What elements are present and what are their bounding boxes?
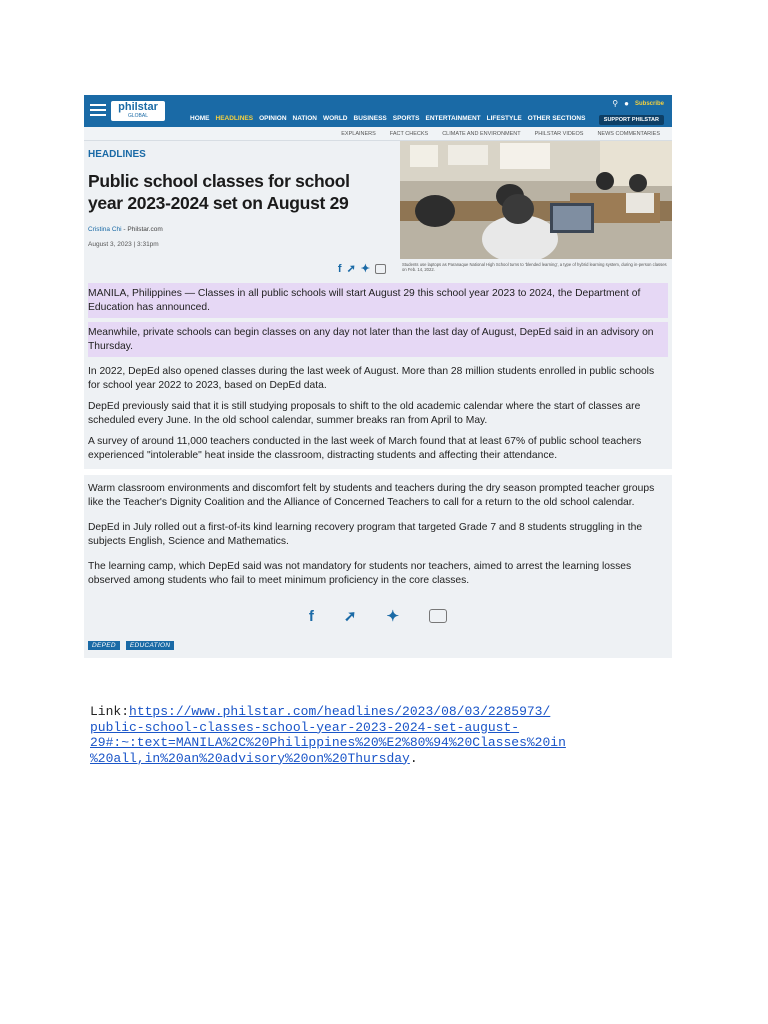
- search-icon[interactable]: ⚲: [612, 99, 619, 108]
- twitter-icon[interactable]: ✦: [360, 263, 370, 275]
- sub-nav: [84, 127, 672, 141]
- nav-link-lifestyle[interactable]: LIFESTYLE: [486, 115, 522, 122]
- article-screenshot: [84, 95, 672, 658]
- nav-link-sports[interactable]: SPORTS: [392, 115, 420, 122]
- subscribe-link[interactable]: Subscribe: [634, 100, 664, 107]
- tag-deped[interactable]: DEPED: [88, 641, 120, 650]
- paragraph-4: DepEd previously said that it is still studying proposals to shift to the old academic calendar where the start of classes are scheduled every June. In the old school calendar, summer breaks ran from April to May.: [88, 401, 641, 426]
- ad-divider: [84, 469, 672, 475]
- facebook-icon[interactable]: f: [308, 607, 314, 625]
- top-nav: [84, 95, 672, 127]
- paragraph-3: In 2022, DepEd also opened classes during the last week of August. More than 28 million students enrolled in public schools for school year 2022 to 2023, based on DepEd data.: [88, 366, 655, 391]
- nav-right: [599, 99, 664, 126]
- paragraph-7: DepEd in July rolled out a first-of-its kind learning recovery program that targeted Grade 7 and 8 students struggling in the subjects English, Science and Mathematics.: [88, 522, 643, 547]
- article-header: [84, 141, 672, 283]
- publish-date: August 3, 2023 | 3:31pm: [88, 241, 159, 248]
- subnav-videos[interactable]: PHILSTAR VIDEOS: [534, 130, 584, 137]
- paragraph-1: MANILA, Philippines — Classes in all public schools will start August 29 this school year 2023 to 2024, the Department of Education has announced.: [88, 283, 668, 318]
- nav-link-home[interactable]: HOME: [190, 115, 210, 122]
- tag-education[interactable]: EDUCATION: [126, 641, 175, 650]
- author-link[interactable]: Cristina Chi: [88, 226, 122, 233]
- support-philstar-button[interactable]: SUPPORT PHILSTAR: [599, 115, 664, 125]
- link-line-1: https://www.philstar.com/headlines/2023/08/03/2285973/: [129, 704, 551, 719]
- facebook-icon[interactable]: f: [337, 262, 342, 275]
- nav-link-world[interactable]: WORLD: [322, 115, 348, 122]
- section-label[interactable]: HEADLINES: [88, 149, 146, 160]
- photo-caption: Students use laptops as Paranaque National High School turns to 'blended learning', a type of hybrid learning system, during in-person classes on Feb. 14, 2022.: [402, 262, 667, 272]
- article-title: Public school classes for school year 2023-2024 set on August 29: [88, 171, 350, 213]
- link-label: Link:: [90, 704, 130, 719]
- nav-links: [190, 115, 585, 122]
- link-end: .: [409, 750, 418, 766]
- source-label: - Philstar.com: [121, 226, 163, 233]
- subnav-climate[interactable]: CLIMATE AND ENVIRONMENT: [442, 130, 521, 137]
- paragraph-6: Warm classroom environments and discomfort felt by students and teachers during the dry season prompted teacher groups like the Teacher's Dignity Coalition and the Alliance of Concerned Teachers to call for a return to the old school calendar.: [88, 483, 655, 508]
- nav-link-nation[interactable]: NATION: [292, 115, 317, 122]
- link-line-2: public-school-classes-school-year-2023-2024-set-august-: [90, 719, 520, 735]
- philstar-logo[interactable]: philstar GLOBAL: [111, 101, 165, 121]
- paragraph-2: Meanwhile, private schools can begin classes on any day not later than the last day of August, DepEd said in an advisory on Thursday.: [88, 322, 668, 357]
- menu-icon[interactable]: [90, 104, 106, 118]
- byline: [88, 226, 396, 233]
- tag-list: [88, 641, 668, 652]
- classroom-photo: [400, 141, 672, 259]
- article-body: [84, 283, 672, 658]
- source-link-block: [90, 704, 690, 766]
- share-bar-top: [338, 262, 386, 275]
- subnav-explainers[interactable]: EXPLAINERS: [341, 130, 376, 137]
- paragraph-8: The learning camp, which DepEd said was not mandatory for students nor teachers, aimed to arrest the learning losses observed among students who fail to meet minimum proficiency in the core classes.: [88, 561, 632, 586]
- subnav-fact-checks[interactable]: FACT CHECKS: [389, 130, 429, 137]
- twitter-icon[interactable]: ✦: [386, 608, 400, 625]
- paragraph-5: A survey of around 11,000 teachers conducted in the last week of March found that at least 67% of public school teachers experienced "intolerable" heat inside the classroom, distracting students and affecting their attendance.: [88, 436, 642, 461]
- article-photo: [400, 141, 672, 283]
- comment-icon[interactable]: [429, 609, 447, 623]
- link-line-3: 29#:~:text=MANILA%2C%20Philippines%20%E2%80%94%20Classes%20in: [90, 735, 566, 750]
- link-line-4: %20all,in%20an%20advisory%20on%20Thursday: [90, 750, 410, 766]
- subnav-commentaries[interactable]: NEWS COMMENTARIES: [597, 130, 660, 137]
- source-link[interactable]: [90, 704, 566, 766]
- nav-link-headlines[interactable]: HEADLINES: [215, 115, 254, 122]
- share-bar-bottom: [88, 591, 668, 641]
- messenger-icon[interactable]: ➚: [346, 263, 356, 275]
- comment-icon[interactable]: [375, 264, 386, 274]
- messenger-icon[interactable]: ➚: [343, 608, 357, 625]
- user-icon[interactable]: ●: [624, 99, 629, 108]
- nav-link-entertainment[interactable]: ENTERTAINMENT: [425, 115, 481, 122]
- nav-link-opinion[interactable]: OPINION: [259, 115, 287, 122]
- nav-link-other-sections[interactable]: OTHER SECTIONS: [527, 115, 586, 122]
- nav-link-business[interactable]: BUSINESS: [353, 115, 387, 122]
